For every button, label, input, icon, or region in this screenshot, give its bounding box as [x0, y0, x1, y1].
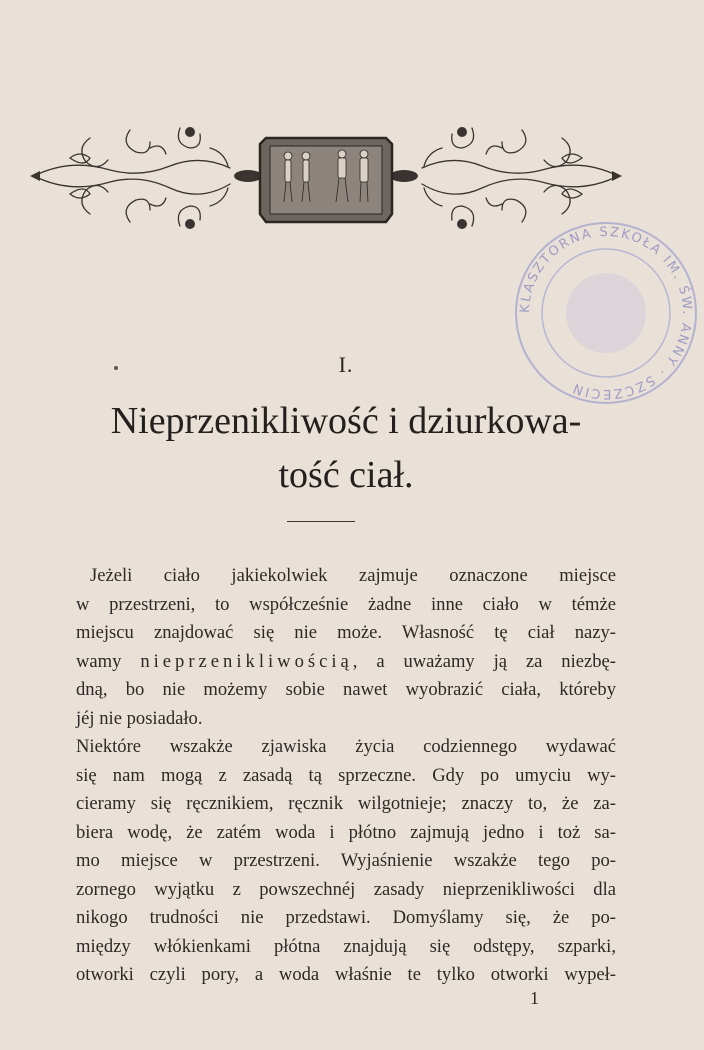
emphasized-term: nieprzenikliwością	[140, 650, 353, 672]
text-fragment: , a uważamy ją za niezbę-	[352, 650, 616, 672]
title-line-1: Nieprzenikliwość i dziurkowa-	[110, 400, 582, 442]
text-line: miejscu znajdować się nie może. Własność tę ciał nazy-	[76, 622, 616, 643]
page-number: 1	[530, 988, 539, 1008]
title-divider	[287, 521, 355, 522]
text-line: dną, bo nie możemy sobie nawet wyobrazić ciała, któreby	[76, 679, 616, 700]
title-line-2: tość ciał.	[278, 454, 414, 496]
body-text	[76, 562, 616, 990]
text-line: mo miejsce w przestrzeni. Wyjaśnienie wszakże tego po-	[76, 850, 616, 871]
chapter-title	[40, 394, 652, 502]
text-line: otworki czyli pory, a woda właśnie te tylko otworki wypeł-	[76, 964, 616, 985]
text-line: jéj nie posiadało.	[76, 707, 203, 729]
text-line: nikogo trudności nie przedstawi. Domyślamy się, że po-	[76, 907, 616, 928]
stamp-text: KLASZTORNA SZKOŁA IM. ŚW. ANNY · SZCZECIN	[517, 224, 695, 402]
chapter-number: I.	[338, 352, 354, 377]
text-line: się nam mogą z zasadą tą sprzeczne. Gdy po umyciu wy-	[76, 764, 616, 786]
text-line: zornego wyjątku z powszechnéj zasady nieprzenikliwości dla	[76, 878, 616, 900]
text-line: między włókienkami płótna znajdują się odstępy, szparki,	[76, 935, 616, 957]
text-line: cieramy się ręcznikiem, ręcznik wilgotnieje; znaczy to, że za-	[76, 793, 616, 814]
text-line	[76, 648, 616, 677]
library-stamp	[508, 215, 704, 411]
text-line: Niektóre wszakże zjawiska życia codziennego wydawać	[76, 736, 616, 757]
text-fragment: wamy	[76, 650, 141, 672]
text-line: biera wodę, że zatém woda i płótno zajmują jedno i toż sa-	[76, 821, 616, 843]
text-line: w przestrzeni, to współcześnie żadne inne ciało w témże	[76, 593, 616, 615]
text-line: Jeżeli ciało jakiekolwiek zajmuje oznaczone miejsce	[90, 565, 616, 586]
